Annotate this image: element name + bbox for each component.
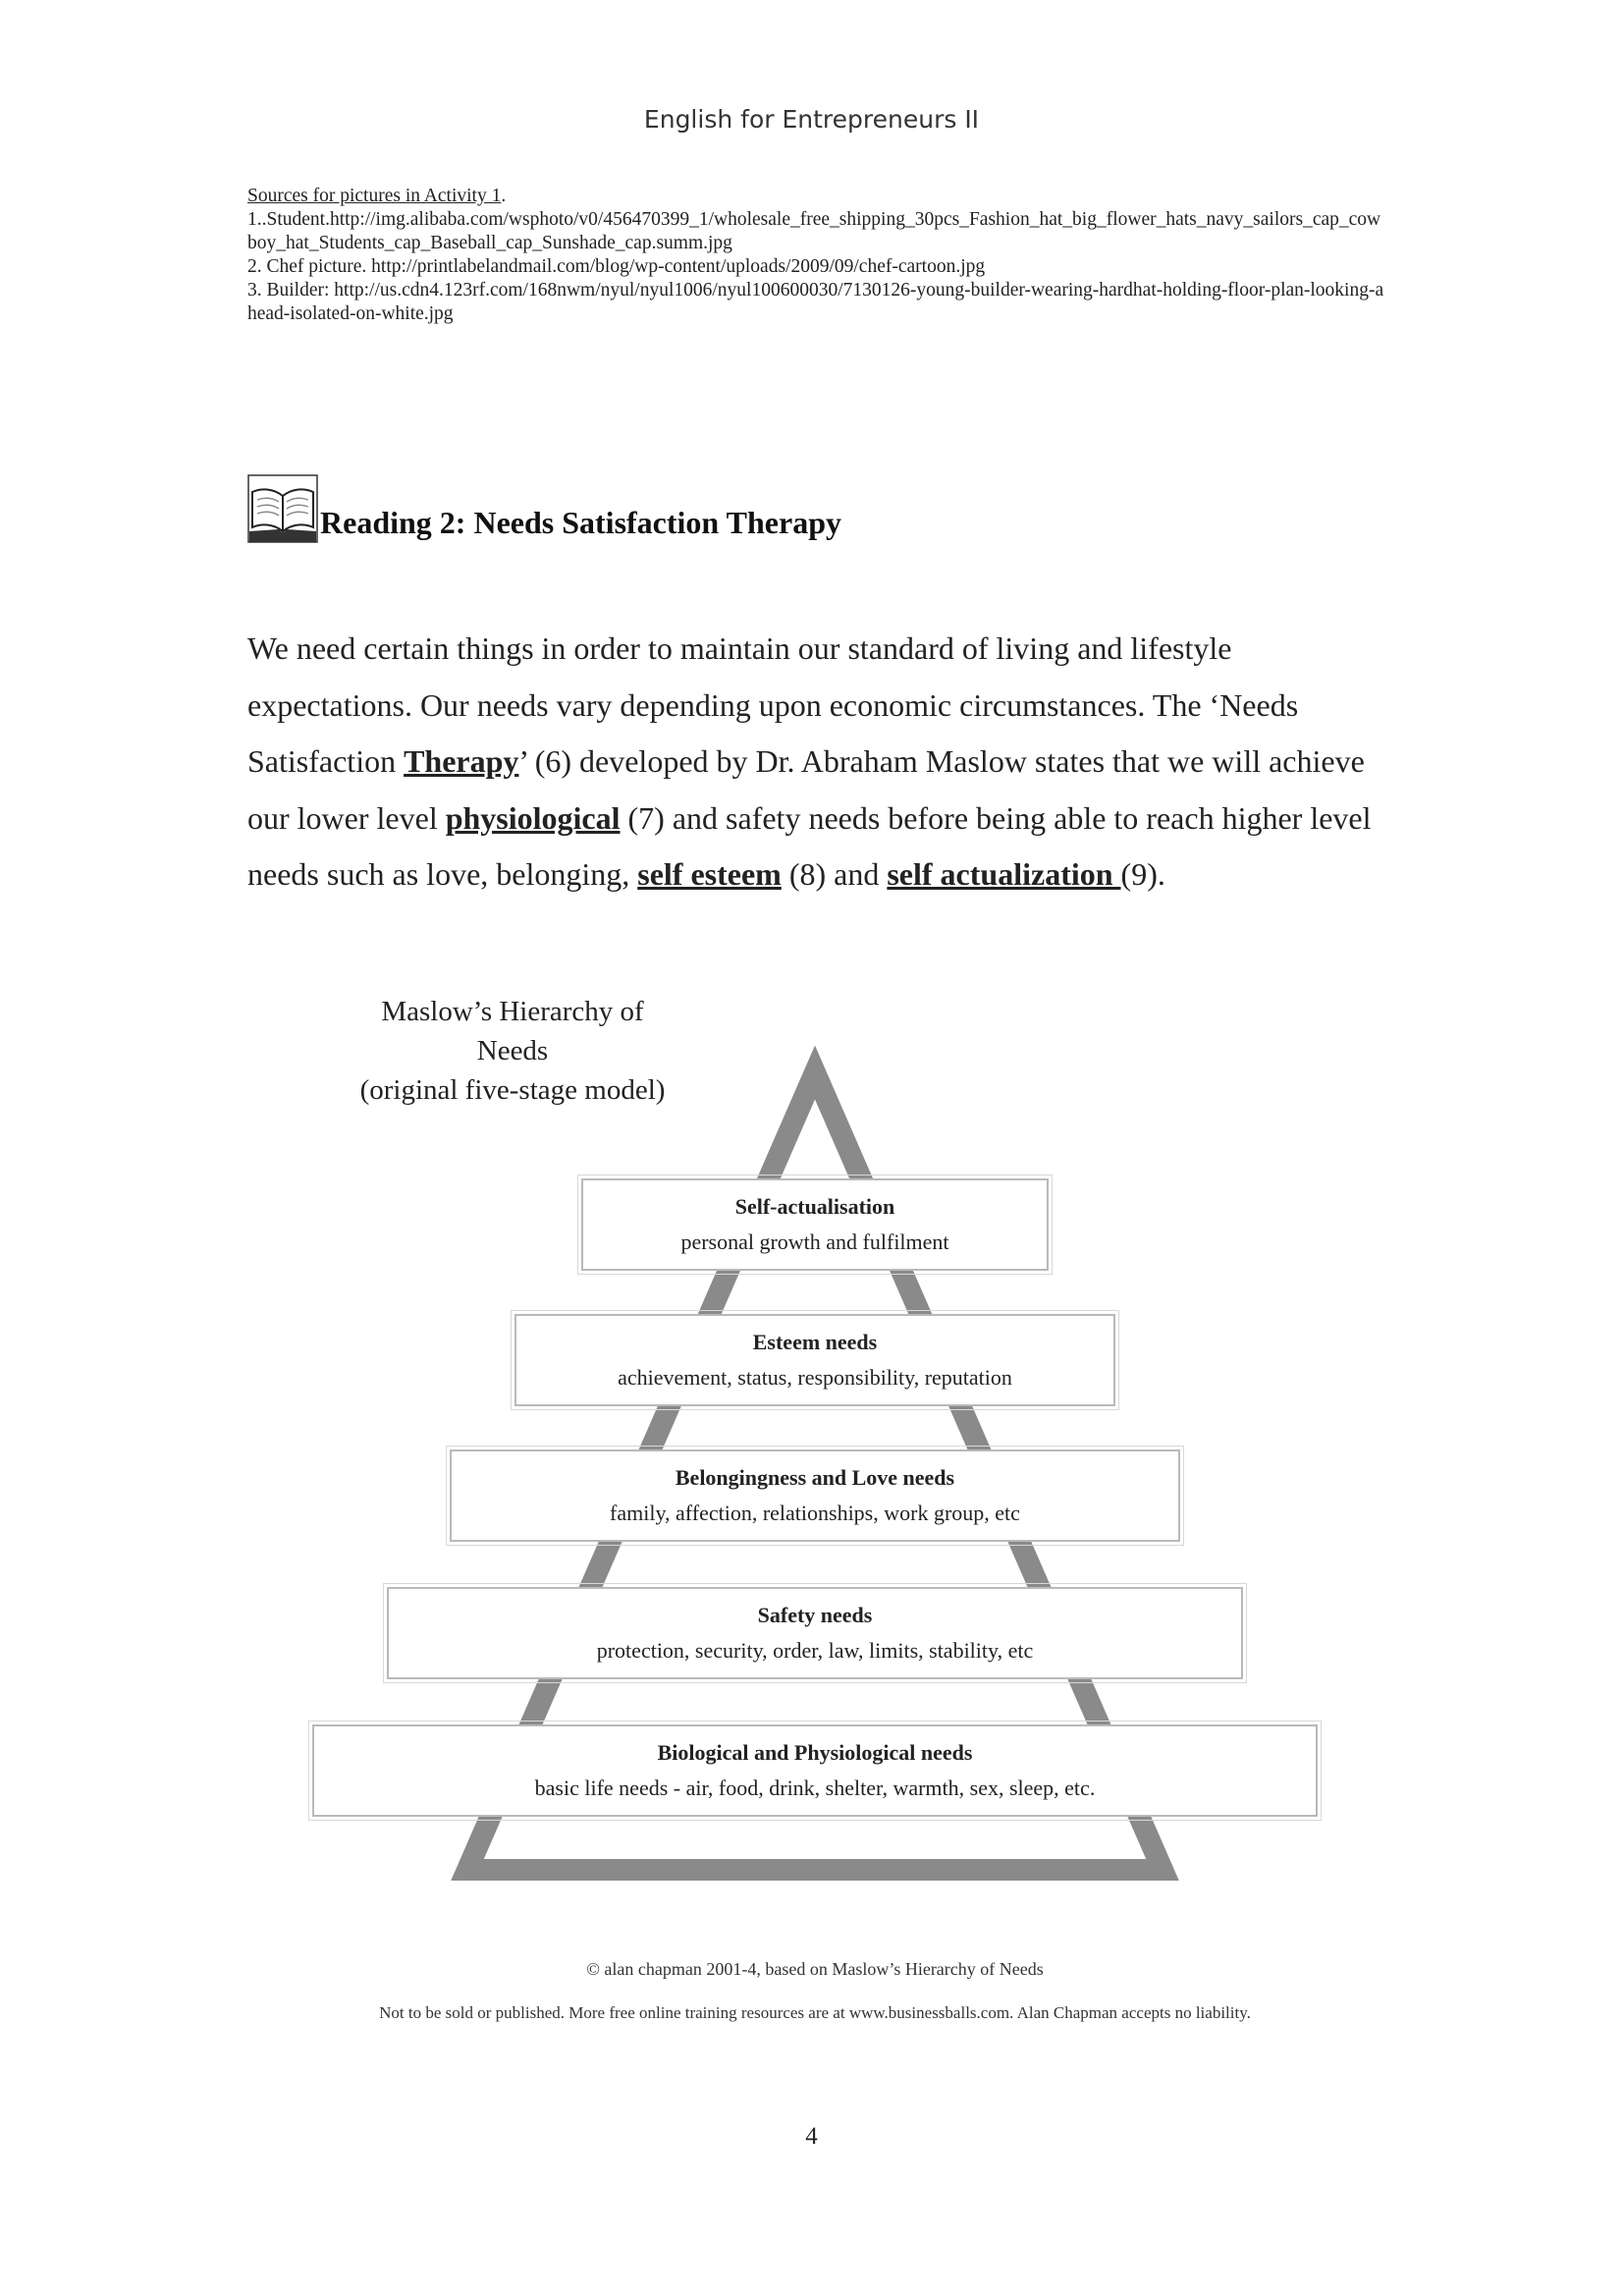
tier-description: basic life needs - air, food, drink, shelter, warmth, sex, sleep, etc.: [534, 1776, 1096, 1800]
tier-name: Esteem needs: [752, 1330, 878, 1354]
paragraph-text: (9).: [1120, 856, 1165, 892]
paragraph-text: ’ (6) developed by Dr. Abraham Maslow states that we will achieve our lower level: [247, 743, 1365, 836]
tier-safety: [387, 1587, 1243, 1679]
book-icon: [247, 474, 318, 543]
figure-disclaimer: Not to be sold or published. More free online training resources are at www.businessballs.com. Alan Chapman accepts no liability.: [379, 2003, 1251, 2022]
keyword-therapy: Therapy: [404, 743, 519, 779]
sources-title: Sources for pictures in Activity 1: [247, 186, 502, 206]
paragraph-text: (8) and: [781, 856, 888, 892]
reading-title: Reading 2: Needs Satisfaction Therapy: [320, 505, 841, 540]
keyword-self-actualization: self actualization: [887, 856, 1121, 892]
tier-name: Safety needs: [757, 1603, 873, 1627]
tier-name: Self-actualisation: [734, 1194, 895, 1219]
page-number: 4: [805, 2123, 818, 2150]
sources-title-suffix: .: [501, 186, 507, 206]
reading-heading: [247, 474, 841, 543]
tier-biological: [312, 1724, 1318, 1817]
tier-description: family, affection, relationships, work group, etc: [610, 1501, 1020, 1525]
tier-belongingness: [450, 1449, 1180, 1542]
figure-credit: © alan chapman 2001-4, based on Maslow’s Hierarchy of Needs: [586, 1959, 1044, 1979]
source-line-student: 1..Student.http://img.alibaba.com/wsphoto/v0/456470399_1/wholesale_free_shipping_30pcs_Fashion_hat_big_flower_hats_navy_sailors_cap_cowboy_hat_Students_cap_Baseball_cap_Sunshade_cap.summ.jpg: [247, 209, 1381, 253]
figure-title-line-2: (original five-stage model): [359, 1074, 666, 1106]
source-line-chef: 2. Chef picture. http://printlabelandmail.com/blog/wp-content/uploads/2009/09/chef-cartoon.jpg: [247, 256, 986, 277]
maslow-hierarchy-figure: [295, 992, 1335, 2033]
sources-heading: [247, 185, 1386, 208]
tier-description: achievement, status, responsibility, reputation: [618, 1365, 1012, 1390]
tier-name: Belongingness and Love needs: [675, 1465, 955, 1490]
figure-title-line-1: Maslow’s Hierarchy of Needs: [381, 996, 644, 1066]
keyword-self-esteem: self esteem: [637, 856, 782, 892]
tier-name: Biological and Physiological needs: [657, 1740, 973, 1765]
tier-description: personal growth and fulfilment: [680, 1230, 949, 1254]
source-line-builder: 3. Builder: http://us.cdn4.123rf.com/168nwm/nyul/nyul1006/nyul100600030/7130126-young-builder-wearing-hardhat-holding-floor-plan-looking-ahead-isolated-on-white.jpg: [247, 280, 1384, 324]
keyword-physiological: physiological: [445, 799, 621, 836]
tier-description: protection, security, order, law, limits, stability, etc: [596, 1638, 1034, 1663]
running-header: English for Entrepreneurs II: [643, 105, 980, 134]
reading-paragraph: [247, 621, 1386, 903]
picture-sources: [247, 185, 1386, 326]
paragraph-text: We need certain things in order to maintain our standard of living and lifestyle expectations. Our needs vary depending upon economic circumstances. The ‘Needs Satisfaction: [247, 630, 1299, 779]
figure-title: [346, 992, 679, 1110]
paragraph-text: (7) and safety needs before being able to reach higher level needs such as love, belonging,: [247, 799, 1372, 892]
tier-esteem: [514, 1314, 1115, 1406]
tier-self-actualisation: [581, 1178, 1049, 1271]
